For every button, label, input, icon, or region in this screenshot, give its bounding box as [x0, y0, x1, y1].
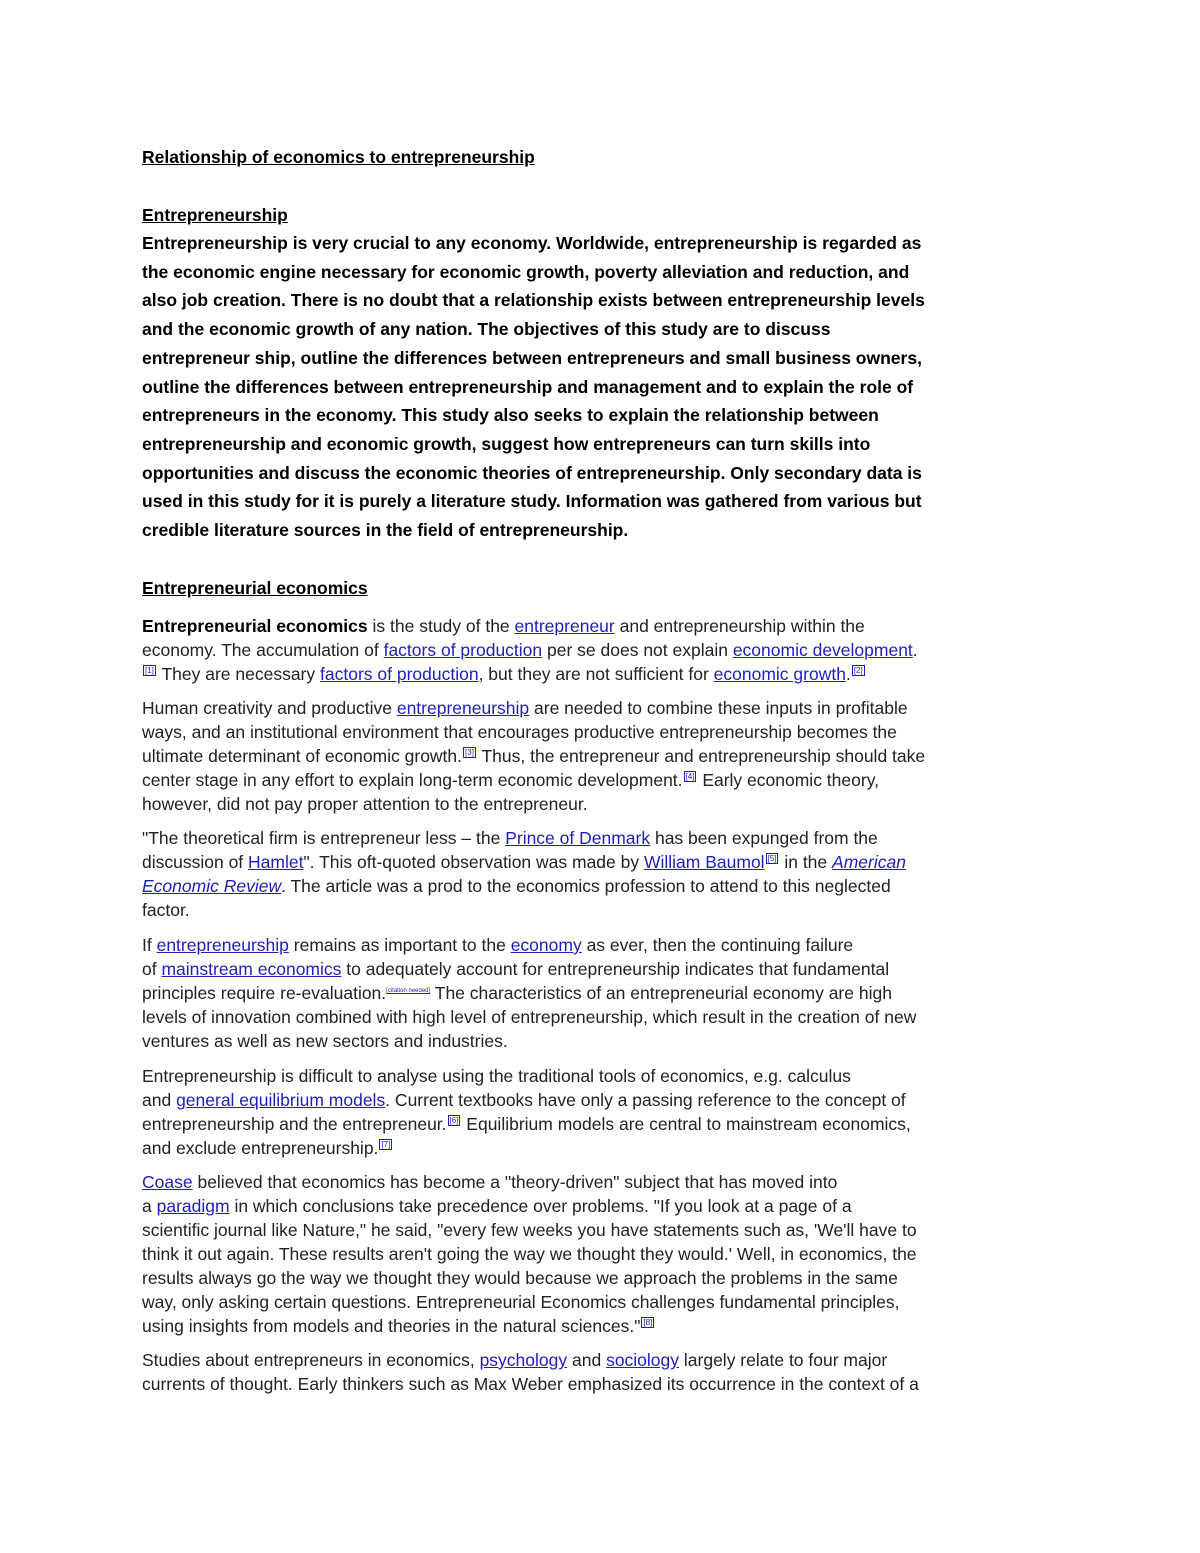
link-entrepreneurship[interactable]: entrepreneurship [396, 698, 530, 718]
link-american-economic-review-cont[interactable]: Economic Review [142, 876, 282, 896]
link-william-baumol[interactable]: William Baumol [643, 852, 765, 872]
link-economic-development[interactable]: economic development [732, 640, 913, 660]
abstract-line: opportunities and discuss the economic theories of entrepreneurship. Only secondary data is [142, 462, 922, 483]
abstract-line: also job creation. There is no doubt that a relationship exists between entrepreneurship levels [142, 290, 925, 311]
paragraph-5: Entrepreneurship is difficult to analyse using the traditional tools of economics, e.g. calculus and general equilibrium models. Current textbooks have only a passing reference to the concept of entrepreneurship and the entrepreneur. [6] Equilibrium models are central to mainstream economics, and exclude entrepreneurship. [7] [142, 1066, 911, 1158]
citation-4[interactable]: [4] [685, 772, 695, 782]
paragraph-7: Studies about entrepreneurs in economics, psychology and sociology largely relate to four major currents of thought. Early thinkers such as Max Weber emphasized its occurrence in the context of a [142, 1350, 919, 1394]
abstract-line: entrepreneurship and economic growth, suggest how entrepreneurs can turn skills into [142, 433, 871, 454]
citation-7[interactable]: [7] [381, 1140, 391, 1150]
abstract-line: credible literature sources in the field of entrepreneurship. [142, 520, 629, 541]
link-hamlet[interactable]: Hamlet [248, 852, 304, 872]
abstract-line: Entrepreneurship is very crucial to any economy. Worldwide, entrepreneurship is regarded as [142, 233, 922, 253]
link-entrepreneur[interactable]: entrepreneur [514, 616, 615, 636]
link-factors-of-production-2[interactable]: factors of production [320, 664, 479, 684]
link-factors-of-production[interactable]: factors of production [383, 640, 543, 660]
link-psychology[interactable]: psychology [479, 1350, 568, 1370]
section-heading-entrepreneurship: Entrepreneurship [142, 205, 288, 225]
citation-5[interactable]: [5] [767, 854, 777, 864]
citation-8[interactable]: [8] [643, 1318, 653, 1328]
paragraph-6: Coase believed that economics has become a "theory-driven" subject that has moved into a paradigm in which conclusions take precedence over problems. "If you look at a page of a scientific journal like Nature," he said, "every few weeks you have statements such as, 'We'll have to think it out again. These results aren't going the way we thought they would.' Well, in economics, the results always go the way we thought they would because we approach the problems in the same way, only asking certain questions. Entrepreneurial Economics challenges fundamental principles, using insights from models and theories in the natural sciences." [8] [142, 1172, 917, 1336]
abstract-line: the economic engine necessary for economic growth, poverty alleviation and reduction, and [142, 261, 910, 282]
link-economic-growth[interactable]: economic growth [713, 664, 846, 684]
link-entrepreneurship-2[interactable]: entrepreneurship [156, 935, 289, 955]
link-general-equilibrium-models[interactable]: general equilibrium models [176, 1090, 386, 1110]
link-prince-of-denmark[interactable]: Prince of Denmark [505, 828, 651, 848]
abstract-line: and the economic growth of any nation. The objectives of this study are to discuss [142, 319, 831, 340]
link-paradigm[interactable]: paradigm [156, 1196, 230, 1216]
paragraph-3: "The theoretical firm is entrepreneur less – the Prince of Denmark has been expunged from the discussion of Hamlet". This oft-quoted observation was made by William Baumol [5] in the American Economic Review. The article was a prod to the economics profession to attend to this neglected factor. [142, 828, 906, 920]
citation-1[interactable]: [1] [145, 666, 154, 676]
abstract-line: entrepreneur ship, outline the differences between entrepreneurs and small business owners, [142, 347, 922, 368]
citation-2[interactable]: [2] [853, 666, 863, 676]
paragraph-2: Human creativity and productive entrepreneurship are needed to combine these inputs in profitable ways, and an institutional environment that encourages productive entrepreneurship becomes the ultimate determinant of economic growth. [3] Thus, the entrepreneur and entrepreneurship should take center stage in any effort to explain long-term economic development. [4] Early economic theory, however, did not pay proper attention to the entrepreneur. [142, 698, 926, 814]
citation-needed[interactable]: [citation needed] [386, 988, 431, 995]
abstract-paragraph [142, 229, 1067, 545]
abstract-line: used in this study for it is purely a literature study. Information was gathered from various but [142, 491, 922, 512]
paragraph-4: If entrepreneurship remains as important to the economy as ever, then the continuing failure of mainstream economics to adequately account for entrepreneurship indicates that fundamental principles require re-evaluation.[citation needed] The characteristics of an entrepreneurial economy are high levels of innovation combined with high level of entrepreneurship, which result in the creation of new ventures as well as new sectors and industries. [142, 935, 917, 1051]
link-economy[interactable]: economy [510, 935, 582, 955]
abstract-line: outline the differences between entrepreneurship and management and to explain the role of [142, 376, 914, 397]
paragraph-1: Entrepreneurial economics is the study of the entrepreneur and entrepreneurship within the economy. The accumulation of factors of production per se does not explain economic development. [1] They are necessary factors of production, but they are not sufficient for economic growth. [2] [142, 616, 918, 684]
citation-6[interactable]: [6] [449, 1116, 459, 1126]
document-title: Relationship of economics to entrepreneurship [142, 147, 535, 167]
term-bold: Entrepreneurial economics [142, 616, 368, 636]
link-sociology[interactable]: sociology [606, 1350, 680, 1370]
link-american-economic-review[interactable]: American [832, 852, 906, 872]
link-coase[interactable]: Coase [142, 1172, 193, 1192]
section-heading-entrepreneurial-economics: Entrepreneurial economics [142, 578, 368, 598]
citation-3[interactable]: [3] [465, 748, 474, 758]
link-mainstream-economics[interactable]: mainstream economics [161, 959, 342, 979]
abstract-line: entrepreneurs in the economy. This study also seeks to explain the relationship between [142, 405, 879, 426]
